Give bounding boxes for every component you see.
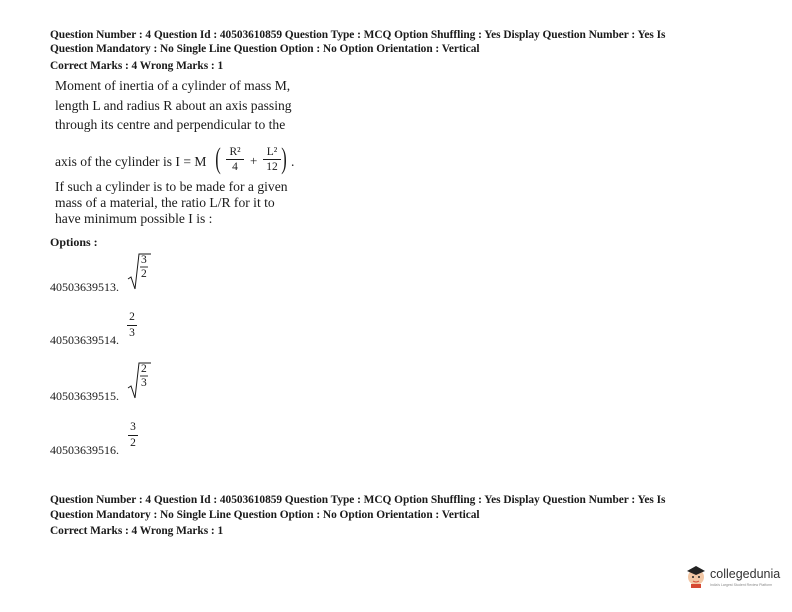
question-header: Question Number : 4 Question Id : 40503610859 Question Type : MCQ Option Shuffling : Yes Display Question Number : Yes Is — [50, 494, 666, 506]
option-sqrt-fraction — [128, 253, 152, 291]
option-id[interactable]: 40503639514. — [50, 333, 119, 347]
fraction-denominator: 2 — [141, 268, 147, 280]
fraction-bar — [226, 159, 244, 160]
student-mascot-icon — [684, 562, 708, 588]
radical-sign-icon — [128, 362, 152, 400]
option-fraction — [128, 421, 138, 453]
fraction-denominator: 2 — [130, 437, 136, 449]
option-id[interactable]: 40503639516. — [50, 443, 119, 457]
radical-sign-icon — [128, 253, 152, 291]
question-header: Question Number : 4 Question Id : 40503610859 Question Type : MCQ Option Shuffling : Yes Display Question Number : Yes Is — [50, 29, 666, 41]
plus-sign: + — [250, 153, 258, 168]
fraction-numerator: 2 — [129, 311, 135, 323]
question-header-cont: Question Mandatory : No Single Line Question Option : No Option Orientation : Vertical — [50, 509, 480, 521]
question-header-cont: Question Mandatory : No Single Line Question Option : No Option Orientation : Vertical — [50, 43, 480, 55]
fraction-denominator: 3 — [141, 377, 147, 389]
logo-tagline: India's Largest Student Review Platform — [710, 583, 773, 587]
question-text-line: mass of a material, the ratio L/R for it to — [55, 195, 275, 210]
question-text-line: If such a cylinder is to be made for a given — [55, 179, 288, 194]
option-sqrt-fraction — [128, 362, 152, 400]
fraction-bar — [127, 325, 137, 326]
question-text-line: through its centre and perpendicular to the — [55, 117, 286, 132]
fraction-denominator: 12 — [266, 161, 278, 173]
collegedunia-logo[interactable] — [684, 562, 784, 594]
options-label: Options : — [50, 235, 98, 249]
fraction-bar — [128, 435, 138, 436]
fraction-bar — [263, 159, 281, 160]
fraction-numerator: L² — [266, 146, 278, 158]
option-id[interactable]: 40503639513. — [50, 280, 119, 294]
formula-prefix: axis of the cylinder is I = M — [55, 154, 207, 169]
right-paren: ) — [281, 142, 287, 175]
fraction-numerator: 3 — [130, 421, 136, 433]
logo-wordmark: collegedunia — [710, 567, 781, 581]
option-fraction — [127, 311, 137, 343]
left-paren: ( — [215, 142, 221, 175]
marks-line: Correct Marks : 4 Wrong Marks : 1 — [50, 525, 224, 537]
formula-suffix: . — [291, 154, 295, 169]
question-text-line: Moment of inertia of a cylinder of mass M, — [55, 78, 291, 93]
fraction-numerator: 2 — [141, 363, 147, 375]
fraction-numerator: 3 — [141, 254, 147, 266]
fraction-r-squared-over-4 — [226, 146, 244, 173]
question-text-line: length L and radius R about an axis passing — [55, 98, 292, 113]
fraction-numerator: R² — [229, 146, 241, 158]
fraction-l-squared-over-12 — [263, 146, 281, 173]
option-id[interactable]: 40503639515. — [50, 389, 119, 403]
question-text-line: have minimum possible I is : — [55, 211, 213, 226]
fraction-denominator: 4 — [232, 161, 238, 173]
fraction-denominator: 3 — [129, 327, 135, 339]
marks-line: Correct Marks : 4 Wrong Marks : 1 — [50, 60, 224, 72]
